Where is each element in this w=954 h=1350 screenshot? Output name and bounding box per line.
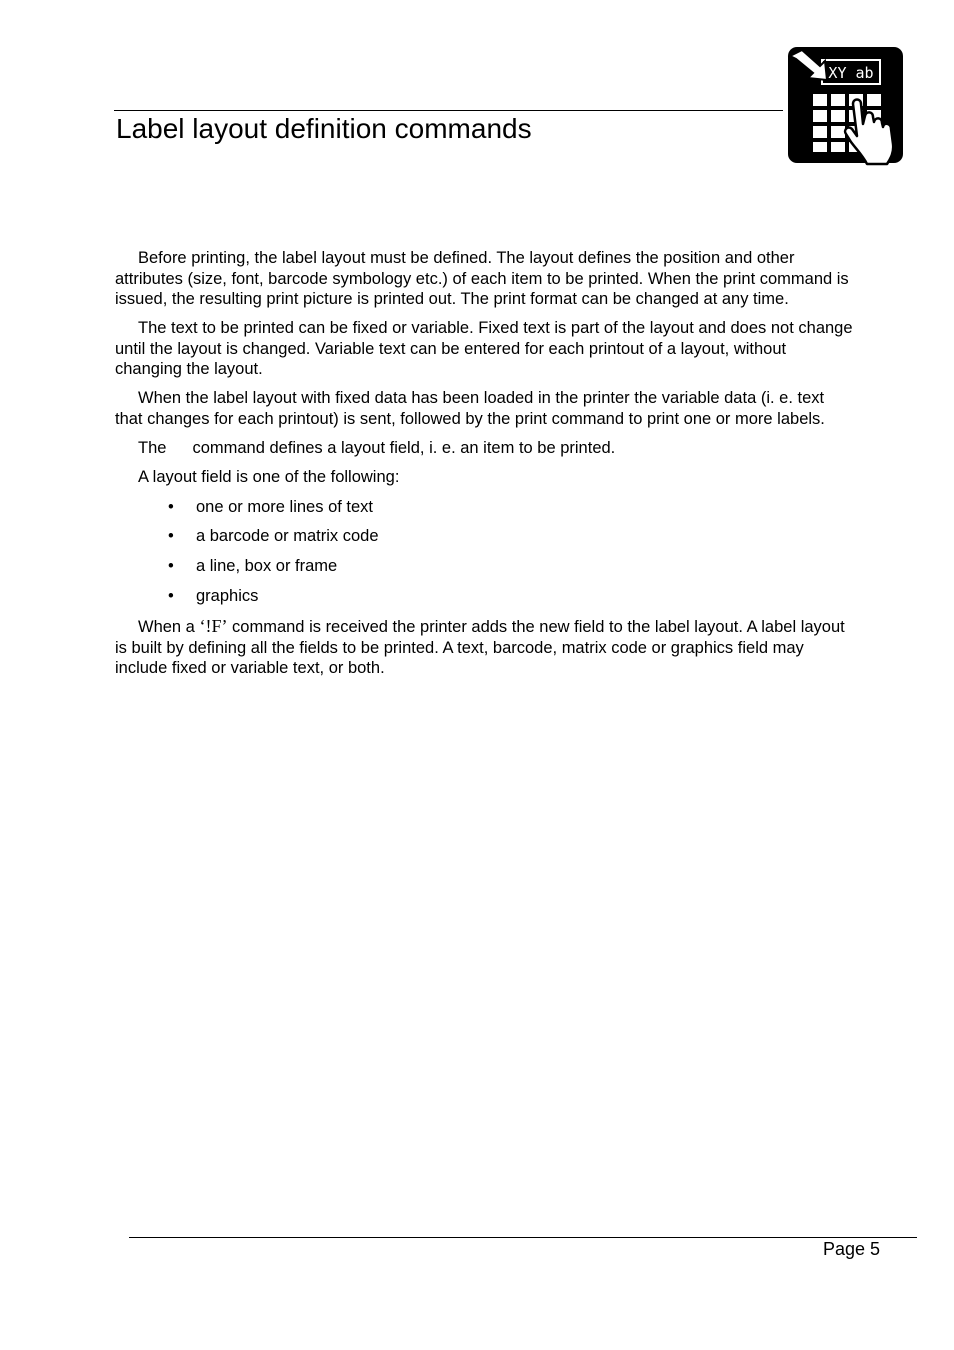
list-item-text: graphics <box>196 586 259 605</box>
field-type-list <box>115 497 855 607</box>
closing-after: command is received the printer adds the new field to the label layout. A label layout is built by defining all the fields to be printed. A text, barcode, matrix code or graphics field may include fixed or variable text, or both. <box>115 618 845 678</box>
command-sentence <box>115 438 855 459</box>
paragraph-closing <box>115 616 855 679</box>
paragraph-variable-data: When the label layout with fixed data has been loaded in the printer the variable data (i. e. text that changes for each printout) is sent, followed by the print command to print one or more labels. <box>115 389 825 428</box>
paragraph-intro: Before printing, the label layout must be defined. The layout defines the position and other attributes (size, font, barcode symbology etc.) of each item to be printed. When the print command is issued, the resulting print picture is printed out. The print format can be changed at any time. <box>115 249 849 308</box>
bullet-icon: • <box>168 557 174 576</box>
list-intro: A layout field is one of the following: <box>138 468 400 486</box>
bullet-icon: • <box>168 527 174 546</box>
footer-rule <box>129 1237 917 1238</box>
list-item-text: one or more lines of text <box>196 497 374 516</box>
bullet-icon: • <box>168 497 174 516</box>
command-name: ‘!F’ <box>199 616 228 637</box>
body-text <box>115 248 855 687</box>
closing-before: When a <box>138 618 200 637</box>
label-layout-chapter-icon <box>787 46 905 166</box>
list-item <box>115 526 855 547</box>
list-item-text: a barcode or matrix code <box>196 527 379 546</box>
list-item <box>115 586 855 607</box>
command-sentence-lead: The <box>138 438 167 457</box>
page-number: Page 5 <box>823 1239 881 1259</box>
list-item-text: a line, box or frame <box>196 557 338 576</box>
bullet-icon: • <box>168 586 174 605</box>
list-item <box>115 556 855 577</box>
paragraph-fixed-variable: The text to be printed can be fixed or variable. Fixed text is part of the layout and does not change until the layout is changed. Variable text can be entered for each printout of a layout, without changing the layout. <box>115 319 853 378</box>
command-sentence-rest: command defines a layout field, i. e. an item to be printed. <box>192 438 616 457</box>
list-item <box>115 497 855 518</box>
page-title: Label layout definition commands <box>116 113 532 144</box>
icon-label-text: XY ab <box>828 64 874 82</box>
